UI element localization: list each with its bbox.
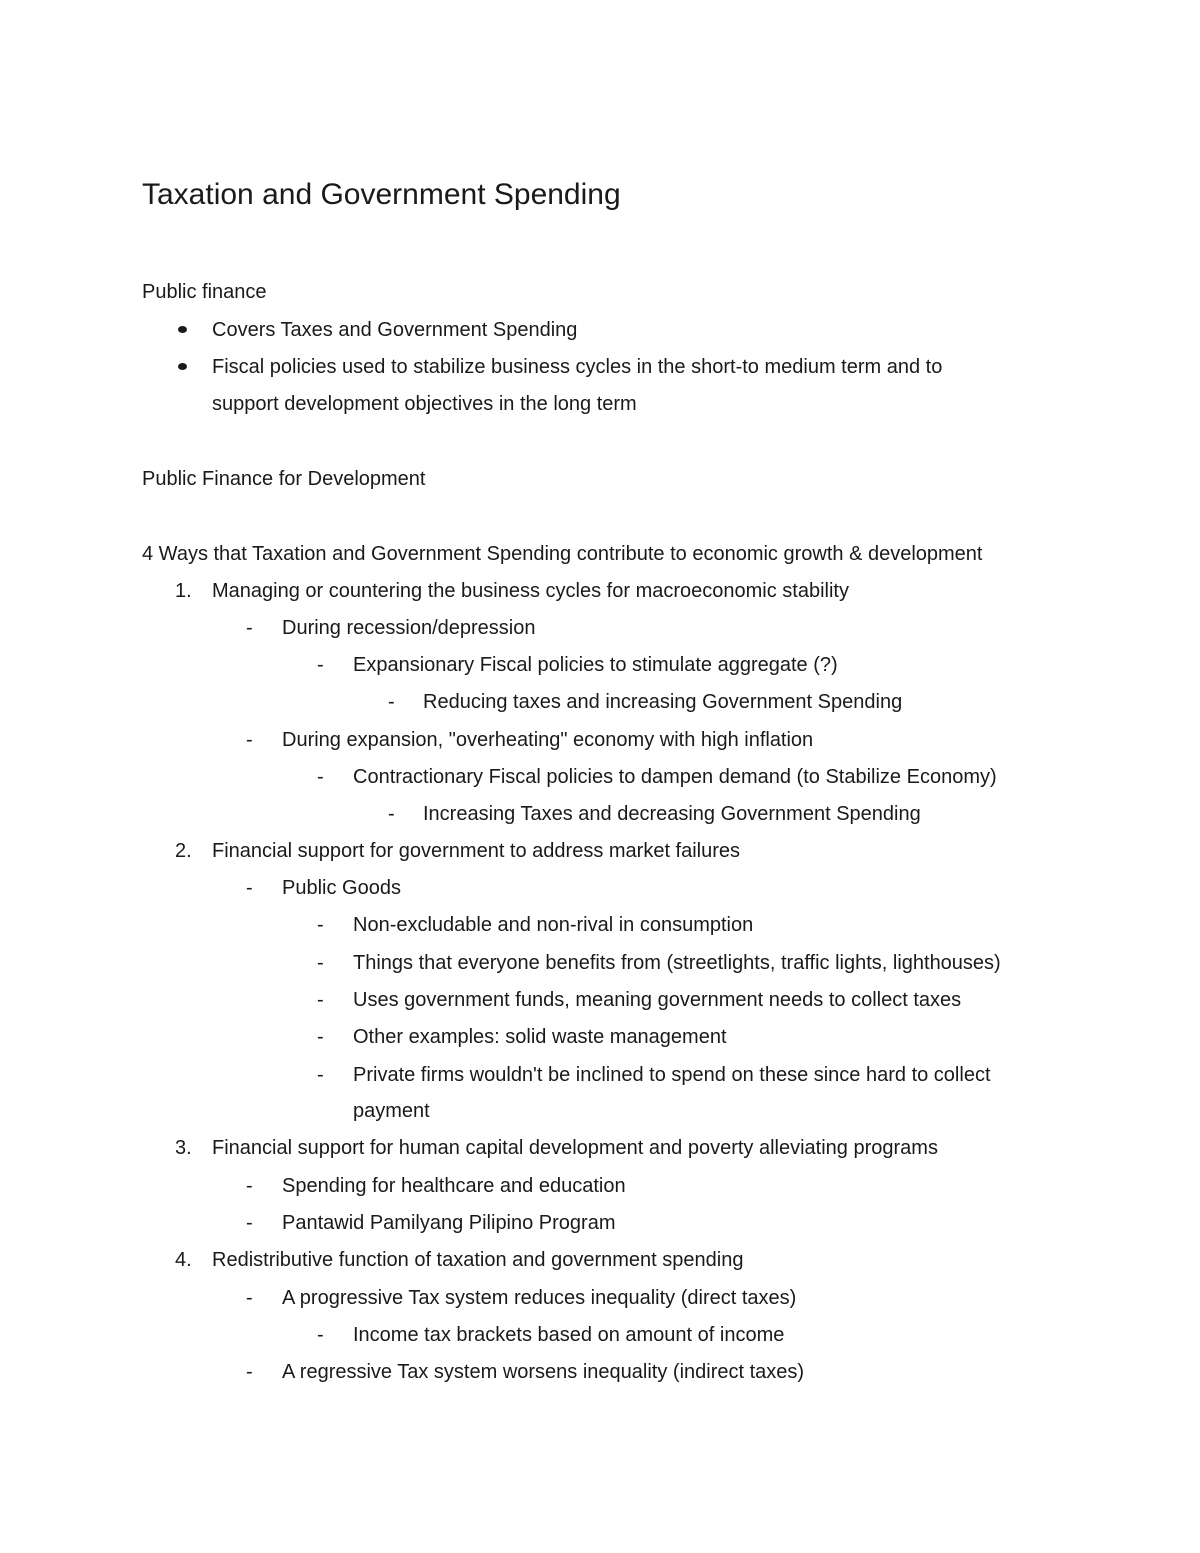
list-marker: - [388, 691, 395, 713]
list-item: Financial support for government to address market failures [212, 840, 741, 862]
page-title: Taxation and Government Spending [142, 178, 621, 211]
list-marker: - [388, 803, 395, 825]
list-item: Contractionary Fiscal policies to dampen demand (to Stabilize Economy) [353, 766, 997, 788]
list-item: Fiscal policies used to stabilize business cycles in the short-to medium term and to [212, 356, 943, 378]
list-item: Things that everyone benefits from (streetlights, traffic lights, lighthouses) [353, 952, 1001, 974]
list-item: Private firms wouldn't be inclined to spend on these since hard to collect [353, 1064, 991, 1086]
list-item-continuation: support development objectives in the long term [212, 393, 637, 415]
list-item: Redistributive function of taxation and government spending [212, 1249, 744, 1271]
list-item: Uses government funds, meaning government needs to collect taxes [353, 989, 962, 1011]
list-item: Pantawid Pamilyang Pilipino Program [282, 1212, 616, 1234]
list-marker: 3. [175, 1137, 192, 1159]
list-marker: - [246, 877, 253, 899]
list-marker: - [317, 914, 324, 936]
list-marker: 4. [175, 1249, 192, 1271]
section-heading-pfd: Public Finance for Development [142, 468, 426, 490]
list-marker: 2. [175, 840, 192, 862]
list-marker: - [317, 1026, 324, 1048]
section-heading-public-finance: Public finance [142, 281, 267, 303]
list-marker: - [246, 1212, 253, 1234]
list-item: Covers Taxes and Government Spending [212, 319, 578, 341]
list-item: During recession/depression [282, 617, 536, 639]
list-marker: - [246, 729, 253, 751]
list-item: During expansion, "overheating" economy with high inflation [282, 729, 814, 751]
list-marker: - [246, 1175, 253, 1197]
list-item: A regressive Tax system worsens inequality (indirect taxes) [282, 1361, 805, 1383]
list-marker: - [246, 617, 253, 639]
list-item-continuation: payment [353, 1100, 430, 1122]
list-item: A progressive Tax system reduces inequality (direct taxes) [282, 1287, 797, 1309]
list-item: Public Goods [282, 877, 401, 899]
list-marker: 1. [175, 580, 192, 602]
list-marker: - [246, 1287, 253, 1309]
list-marker: - [317, 989, 324, 1011]
list-item: Other examples: solid waste management [353, 1026, 727, 1048]
list-item: Spending for healthcare and education [282, 1175, 626, 1197]
list-marker: - [317, 766, 324, 788]
list-marker: - [317, 952, 324, 974]
bullet-icon [178, 363, 187, 370]
bullet-icon [178, 326, 187, 333]
list-marker: - [317, 1064, 324, 1086]
list-marker: - [317, 1324, 324, 1346]
list-item: Managing or countering the business cycles for macroeconomic stability [212, 580, 849, 602]
list-item: Increasing Taxes and decreasing Government Spending [423, 803, 921, 825]
list-marker: - [317, 654, 324, 676]
ways-intro: 4 Ways that Taxation and Government Spending contribute to economic growth & development [142, 543, 983, 565]
list-item: Reducing taxes and increasing Government Spending [423, 691, 903, 713]
list-item: Financial support for human capital development and poverty alleviating programs [212, 1137, 938, 1159]
list-marker: - [246, 1361, 253, 1383]
list-item: Income tax brackets based on amount of income [353, 1324, 785, 1346]
list-item: Non-excludable and non-rival in consumption [353, 914, 754, 936]
list-item: Expansionary Fiscal policies to stimulate aggregate (?) [353, 654, 838, 676]
